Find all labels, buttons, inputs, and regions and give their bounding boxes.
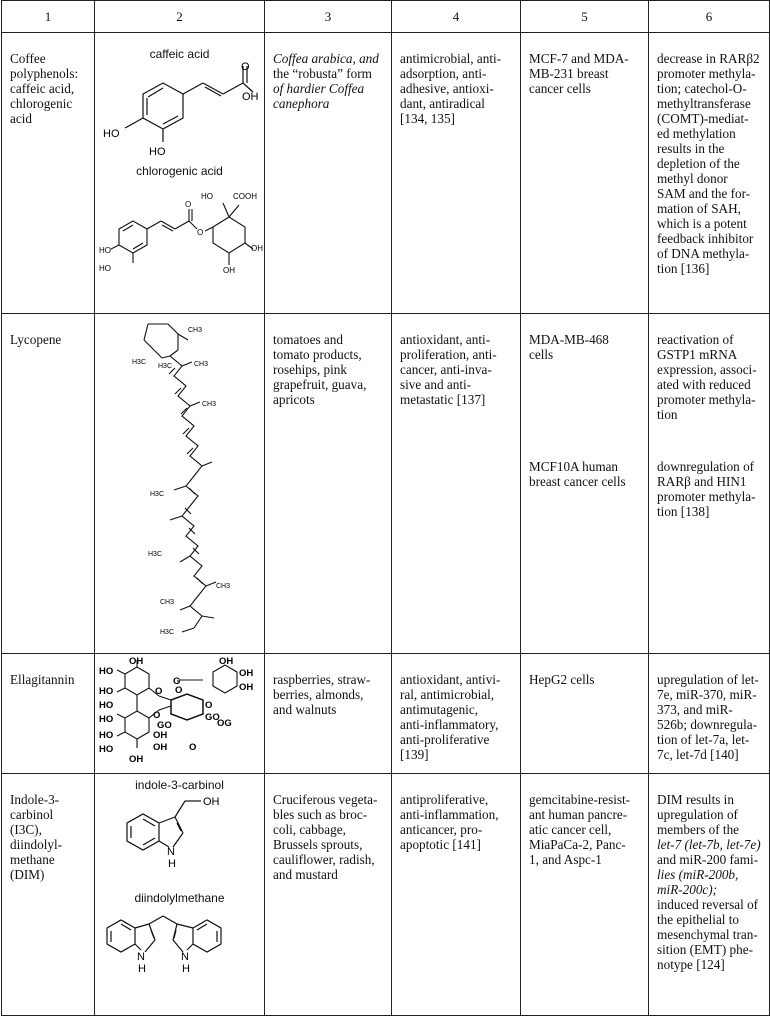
- data-table: [1, 0, 770, 1016]
- effects-cell: [392, 33, 521, 314]
- atom-label: GO: [157, 720, 172, 731]
- cells-text: MDA-MB-468 cells: [529, 332, 609, 362]
- methyl-label: H3C: [147, 551, 162, 558]
- table-row: [2, 33, 770, 314]
- structure-cell: [95, 33, 265, 314]
- atom-label: OH: [153, 730, 168, 741]
- atom-label: GO: [205, 712, 220, 723]
- effects-cell: [392, 654, 521, 774]
- findings-cell: [649, 654, 770, 774]
- methyl-label: CH3: [215, 583, 230, 590]
- col-header-1: 1: [2, 1, 95, 33]
- sources-text: raspberries, straw- berries, almonds, and walnuts: [273, 672, 371, 717]
- sources-text: Cruciferous vegeta- bles such as broc- coli, cabbage, Brussels sprouts, cauliflower, radish, and mustard: [273, 792, 378, 882]
- sources-cell: [265, 654, 392, 774]
- atom-label: OH: [129, 656, 144, 667]
- methyl-label: CH3: [159, 599, 174, 606]
- cells-text: HepG2 cells: [529, 672, 595, 687]
- table-row: [2, 314, 770, 654]
- col-header-6: 6: [649, 1, 770, 33]
- col-header-5: 5: [521, 1, 649, 33]
- atom-label: OH: [203, 796, 220, 808]
- compound-name: Ellagitannin: [10, 672, 75, 687]
- methyl-label: H3C: [159, 629, 174, 636]
- atom-label: HO: [103, 128, 120, 140]
- effects-cell: [392, 314, 521, 654]
- methyl-label: CH3: [201, 401, 216, 408]
- effects-text: antioxidant, anti- proliferation, anti- cancer, anti-inva- sive and anti- metastatic [137]: [400, 332, 497, 407]
- structure-label-diindolylmethane: diindolylmethane: [134, 891, 225, 905]
- atom-label: OG: [217, 718, 232, 729]
- atom-label: H: [138, 963, 146, 975]
- ellagitannin-structure: [97, 656, 263, 768]
- atom-label: HO: [99, 264, 111, 273]
- methyl-label: H3C: [149, 491, 164, 498]
- structure-label-indole-3-carbinol: indole-3-carbinol: [135, 778, 224, 792]
- atom-label: HO: [99, 714, 114, 725]
- structure-cell: [95, 774, 265, 1016]
- atom-label: O: [197, 228, 204, 237]
- effects-text: antioxidant, antivi- ral, antimicrobial, antimutagenic, anti-inflammatory, anti-proliferative [139]: [400, 672, 501, 762]
- sources-cell: [265, 774, 392, 1016]
- structure-label-chlorogenic-acid: chlorogenic acid: [136, 164, 223, 178]
- atom-label: O: [241, 62, 250, 73]
- cells-text: gemcitabine-resist- ant human pancre- atic cancer cell, MiaPaCa-2, Panc- 1, and Aspc-1: [529, 792, 631, 867]
- findings-cell: [649, 774, 770, 1016]
- structure-cell: [95, 654, 265, 774]
- effects-text: antimicrobial, anti- adsorption, anti- adhesive, antioxi- dant, antiradical [134, 135]: [400, 51, 502, 126]
- cells-cell: [521, 654, 649, 774]
- indole-3-carbinol-structure: [97, 793, 263, 873]
- atom-label: N: [137, 951, 145, 963]
- atom-label: HO: [149, 146, 166, 158]
- header-row: [2, 1, 770, 33]
- compound-cell: [2, 654, 95, 774]
- compound-name: Lycopene: [10, 332, 62, 347]
- findings-text-secondary: downregulation of RARβ and HIN1 promoter methyla- tion [138]: [657, 459, 756, 519]
- methyl-label: CH3: [193, 361, 208, 368]
- effects-text: antiproliferative, anti-inflammation, anticancer, pro- apoptotic [141]: [400, 792, 499, 852]
- atom-label: HO: [201, 192, 213, 201]
- chlorogenic-acid-structure: [97, 179, 263, 279]
- atom-label: O: [185, 200, 192, 209]
- effects-cell: [392, 774, 521, 1016]
- cells-text: MCF-7 and MDA- MB-231 breast cancer cells: [529, 51, 629, 96]
- sources-text: Coffea arabica, and the “robusta” form of hardier Coffea canephora: [273, 51, 379, 111]
- compound-cell: [2, 774, 95, 1016]
- atom-label: O: [205, 700, 213, 711]
- methyl-label: H3C: [131, 359, 146, 366]
- atom-label: OH: [129, 754, 144, 765]
- atom-label: OH: [251, 244, 263, 253]
- cells-text-secondary: MCF10A human breast cancer cells: [529, 459, 626, 489]
- atom-label: HO: [99, 730, 114, 741]
- compound-name: Indole-3- carbinol (I3C), diindolyl- methane (DIM): [10, 792, 63, 882]
- atom-label: N: [167, 846, 175, 858]
- atom-label: H: [168, 858, 176, 870]
- lycopene-structure: [130, 318, 230, 638]
- findings-cell: [649, 33, 770, 314]
- cells-cell: [521, 774, 649, 1016]
- atom-label: OH: [239, 682, 254, 693]
- table-row: [2, 774, 770, 1016]
- compound-name: Coffee polyphenols: caffeic acid, chlorogenic acid: [10, 51, 79, 126]
- atom-label: HO: [99, 700, 114, 711]
- col-header-3: 3: [265, 1, 392, 33]
- findings-text: upregulation of let- 7e, miR-370, miR- 373, and miR- 526b; downregula- tion of let-7a, let- 7c, let-7d [140]: [657, 672, 759, 762]
- atom-label: COOH: [233, 192, 257, 201]
- atom-label: OH: [223, 266, 235, 275]
- atom-label: O: [189, 742, 197, 753]
- cells-cell: [521, 33, 649, 314]
- col-header-2: 2: [95, 1, 265, 33]
- atom-label: HO: [99, 246, 111, 255]
- atom-label: G: [173, 676, 181, 687]
- methyl-label: H3C: [157, 363, 172, 370]
- findings-cell: [649, 314, 770, 654]
- atom-label: OH: [239, 668, 254, 679]
- sources-cell: [265, 314, 392, 654]
- atom-label: HO: [99, 686, 114, 697]
- compound-cell: [2, 33, 95, 314]
- compound-cell: [2, 314, 95, 654]
- atom-label: O: [155, 686, 163, 697]
- diindolylmethane-structure: [97, 906, 263, 986]
- structure-label-caffeic-acid: caffeic acid: [149, 47, 210, 61]
- findings-text: DIM results in upregulation of members of the let-7 (let-7b, let-7e) and miR-200 fami- lies (miR-200b, miR-200c); induced reversal of the epithelial to mesenchymal tran- sition (EMT) phe- notype [124]: [657, 792, 761, 972]
- findings-text: reactivation of GSTP1 mRNA expression, associ- ated with reduced promoter methyla- tion: [657, 332, 757, 422]
- cells-cell: [521, 314, 649, 654]
- methyl-label: CH3: [187, 327, 202, 334]
- atom-label: OH: [219, 656, 234, 667]
- sources-text: tomatoes and tomato products, rosehips, pink grapefruit, guava, apricots: [273, 332, 367, 407]
- atom-label: O: [175, 685, 183, 696]
- atom-label: OH: [153, 742, 168, 753]
- atom-label: HO: [99, 666, 114, 677]
- findings-text: decrease in RARβ2 promoter methyla- tion; catechol-O- methyltransferase (COMT)-mediat- ed methylation results in the depletion of the methyl donor SAM and the for- mation of SAH, which is a potent feedback inhibitor of DNA methyla- tion [136]: [657, 51, 760, 276]
- sources-cell: [265, 33, 392, 314]
- structure-cell: [95, 314, 265, 654]
- col-header-4: 4: [392, 1, 521, 33]
- atom-label: H: [182, 963, 190, 975]
- atom-label: OH: [242, 91, 259, 103]
- table-row: [2, 654, 770, 774]
- atom-label: N: [181, 951, 189, 963]
- atom-label: O: [153, 710, 161, 721]
- atom-label: HO: [99, 744, 114, 755]
- caffeic-acid-structure: [97, 62, 263, 162]
